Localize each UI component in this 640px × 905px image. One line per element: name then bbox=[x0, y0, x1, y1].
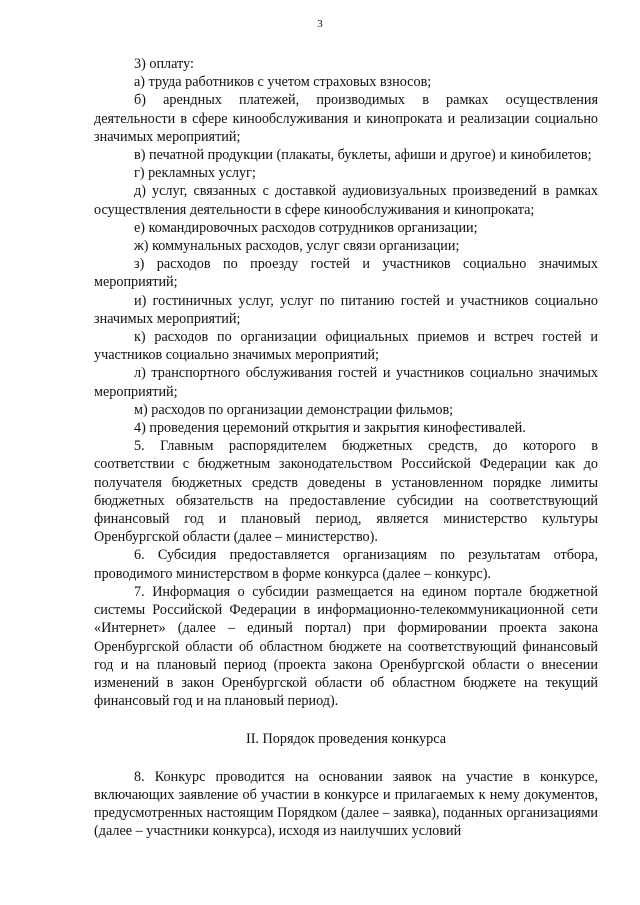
section-heading: II. Порядок проведения конкурса bbox=[245, 731, 447, 748]
paragraph-item-3: 3) оплату: bbox=[134, 56, 194, 72]
paragraph-item-4: 4) проведения церемоний открытия и закрытия кинофестивалей. bbox=[134, 420, 526, 437]
paragraph-item-g: г) рекламных услуг; bbox=[134, 165, 256, 182]
paragraph-clause-5: 5. Главным распорядителем бюджетных средств, до которого в соответствии с бюджетным законодательством Российской Федерации как до получателя бюджетных средств доведены в установленном порядке лимиты бюджетных обязательств на предоставление субсидии на соответствующий финансовый год и плановый период, является министерство культуры Оренбургской области (далее – министерство). bbox=[94, 438, 598, 546]
paragraph-clause-7: 7. Информация о субсидии размещается на едином портале бюджетной системы Российской Федерации в информационно-телекоммуникационной сети «Интернет» (далее – единый портал) при формировании проекта закона Оренбургской области об областном бюджете на соответствующий финансовый год и на плановый период (проекта закона Оренбургской области о внесении изменений в закон Оренбургской области об областном бюджете на текущий финансовый год и на плановый период). bbox=[94, 583, 598, 710]
paragraph-item-a: а) труда работников с учетом страховых взносов; bbox=[134, 74, 432, 91]
paragraph-item-l: л) транспортного обслуживания гостей и участников социально значимых мероприятий; bbox=[94, 365, 598, 400]
paragraph-item-z: з) расходов по проезду гостей и участников социально значимых мероприятий; bbox=[94, 256, 598, 291]
paragraph-item-zh: ж) коммунальных расходов, услуг связи организации; bbox=[134, 238, 460, 255]
paragraph-clause-6: 6. Субсидия предоставляется организациям по результатам отбора, проводимого министерством в форме конкурса (далее – конкурс). bbox=[94, 547, 598, 582]
paragraph-item-e: е) командировочных расходов сотрудников организации; bbox=[134, 219, 478, 236]
page-number: 3 bbox=[317, 18, 323, 30]
paragraph-item-m: м) расходов по организации демонстрации фильмов; bbox=[134, 401, 454, 418]
paragraph-item-b: б) арендных платежей, производимых в рамках осуществления деятельности в сфере кинообслуживания и кинопроката и реализации социально значимых мероприятий; bbox=[94, 92, 598, 145]
document-body bbox=[94, 55, 598, 840]
paragraph-item-k: к) расходов по организации официальных приемов и встреч гостей и участников социально значимых мероприятий; bbox=[94, 329, 598, 364]
paragraph-item-i: и) гостиничных услуг, услуг по питанию гостей и участников социально значимых мероприятий; bbox=[94, 292, 598, 327]
paragraph-item-d: д) услуг, связанных с доставкой аудиовизуальных произведений в рамках осуществления деятельности в сфере кинообслуживания и кинопроката; bbox=[94, 183, 598, 218]
paragraph-item-v: в) печатной продукции (плакаты, буклеты, афиши и другое) и кинобилетов; bbox=[134, 147, 592, 164]
paragraph-clause-8: 8. Конкурс проводится на основании заявок на участие в конкурсе, включающих заявление об участии в конкурсе и прилагаемых к нему документов, предусмотренных настоящим Порядком (далее – заявка), поданных организациями (далее – участники конкурса), исходя из наилучших условий bbox=[94, 768, 598, 840]
